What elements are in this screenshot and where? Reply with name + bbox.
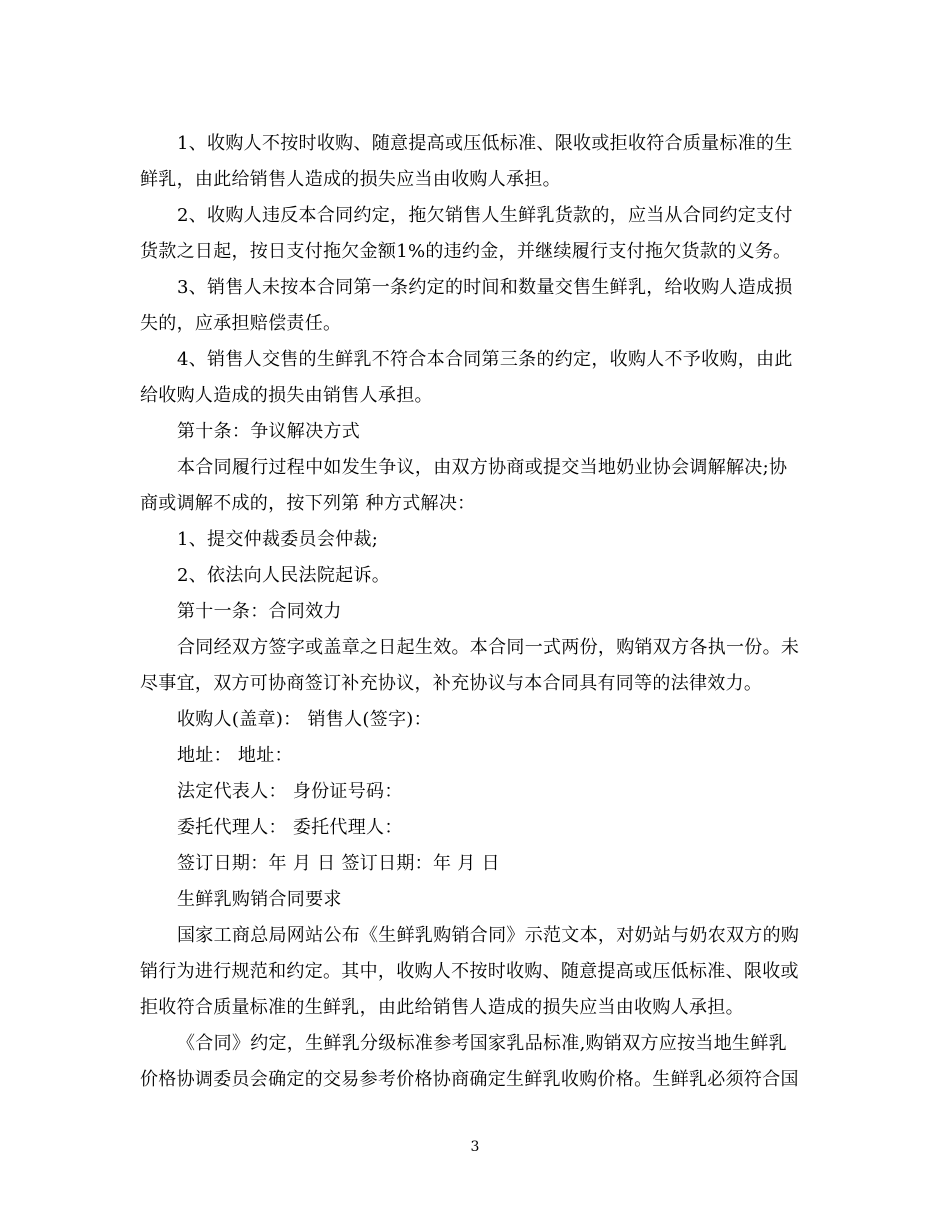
list-item: 1、提交仲裁委员会仲裁;	[177, 529, 379, 550]
paragraph-line: 拒收符合质量标准的生鲜乳，由此给销售人造成的损失应当由收购人承担。	[140, 997, 744, 1018]
paragraph-line: 3、销售人未按本合同第一条约定的时间和数量交售生鲜乳，给收购人造成损	[177, 277, 793, 298]
paragraph-line: 货款之日起，按日支付拖欠金额1%的违约金，并继续履行支付拖欠货款的义务。	[140, 241, 792, 262]
paragraph-line: 本合同履行过程中如发生争议，由双方协商或提交当地奶业协会调解解决;协	[177, 457, 788, 478]
page-number: 3	[470, 1139, 480, 1155]
paragraph-line: 1、收购人不按时收购、随意提高或压低标准、限收或拒收符合质量标准的生	[177, 133, 793, 154]
signature-field: 法定代表人： 身份证号码：	[177, 781, 403, 802]
signature-field: 委托代理人： 委托代理人：	[177, 817, 403, 838]
paragraph-line: 《合同》约定，生鲜乳分级标准参考国家乳品标准,购销双方应按当地生鲜乳	[177, 1033, 787, 1054]
paragraph-line: 失的，应承担赔偿责任。	[140, 313, 342, 334]
list-item: 2、依法向人民法院起诉。	[177, 565, 391, 586]
document-body	[140, 126, 810, 1098]
paragraph-line: 商或调解不成的，按下列第 种方式解决：	[140, 493, 476, 514]
paragraph-line: 2、收购人违反本合同约定，拖欠销售人生鲜乳货款的，应当从合同约定支付	[177, 205, 793, 226]
paragraph-line: 鲜乳，由此给销售人造成的损失应当由收购人承担。	[140, 169, 561, 190]
signature-field: 签订日期：年 月 日 签订日期：年 月 日	[177, 853, 500, 874]
section-heading: 生鲜乳购销合同要求	[177, 889, 342, 910]
paragraph-line: 尽事宜，双方可协商签订补充协议，补充协议与本合同具有同等的法律效力。	[140, 673, 763, 694]
paragraph-line: 价格协调委员会确定的交易参考价格协商确定生鲜乳收购价格。生鲜乳必须符合国	[140, 1069, 799, 1090]
signature-field: 收购人(盖章)： 销售人(签字)：	[177, 709, 432, 730]
paragraph-line: 国家工商总局网站公布《生鲜乳购销合同》示范文本，对奶站与奶农双方的购	[177, 925, 800, 946]
section-heading: 第十条：争议解决方式	[177, 421, 360, 442]
section-heading: 第十一条：合同效力	[177, 601, 342, 622]
paragraph-line: 4、销售人交售的生鲜乳不符合本合同第三条的约定，收购人不予收购，由此	[177, 349, 793, 370]
signature-field: 地址： 地址：	[177, 745, 293, 766]
paragraph-line: 给收购人造成的损失由销售人承担。	[140, 385, 433, 406]
paragraph-line: 合同经双方签字或盖章之日起生效。本合同一式两份，购销双方各执一份。未	[177, 637, 800, 658]
paragraph-line: 销行为进行规范和约定。其中，收购人不按时收购、随意提高或压低标准、限收或	[140, 961, 799, 982]
